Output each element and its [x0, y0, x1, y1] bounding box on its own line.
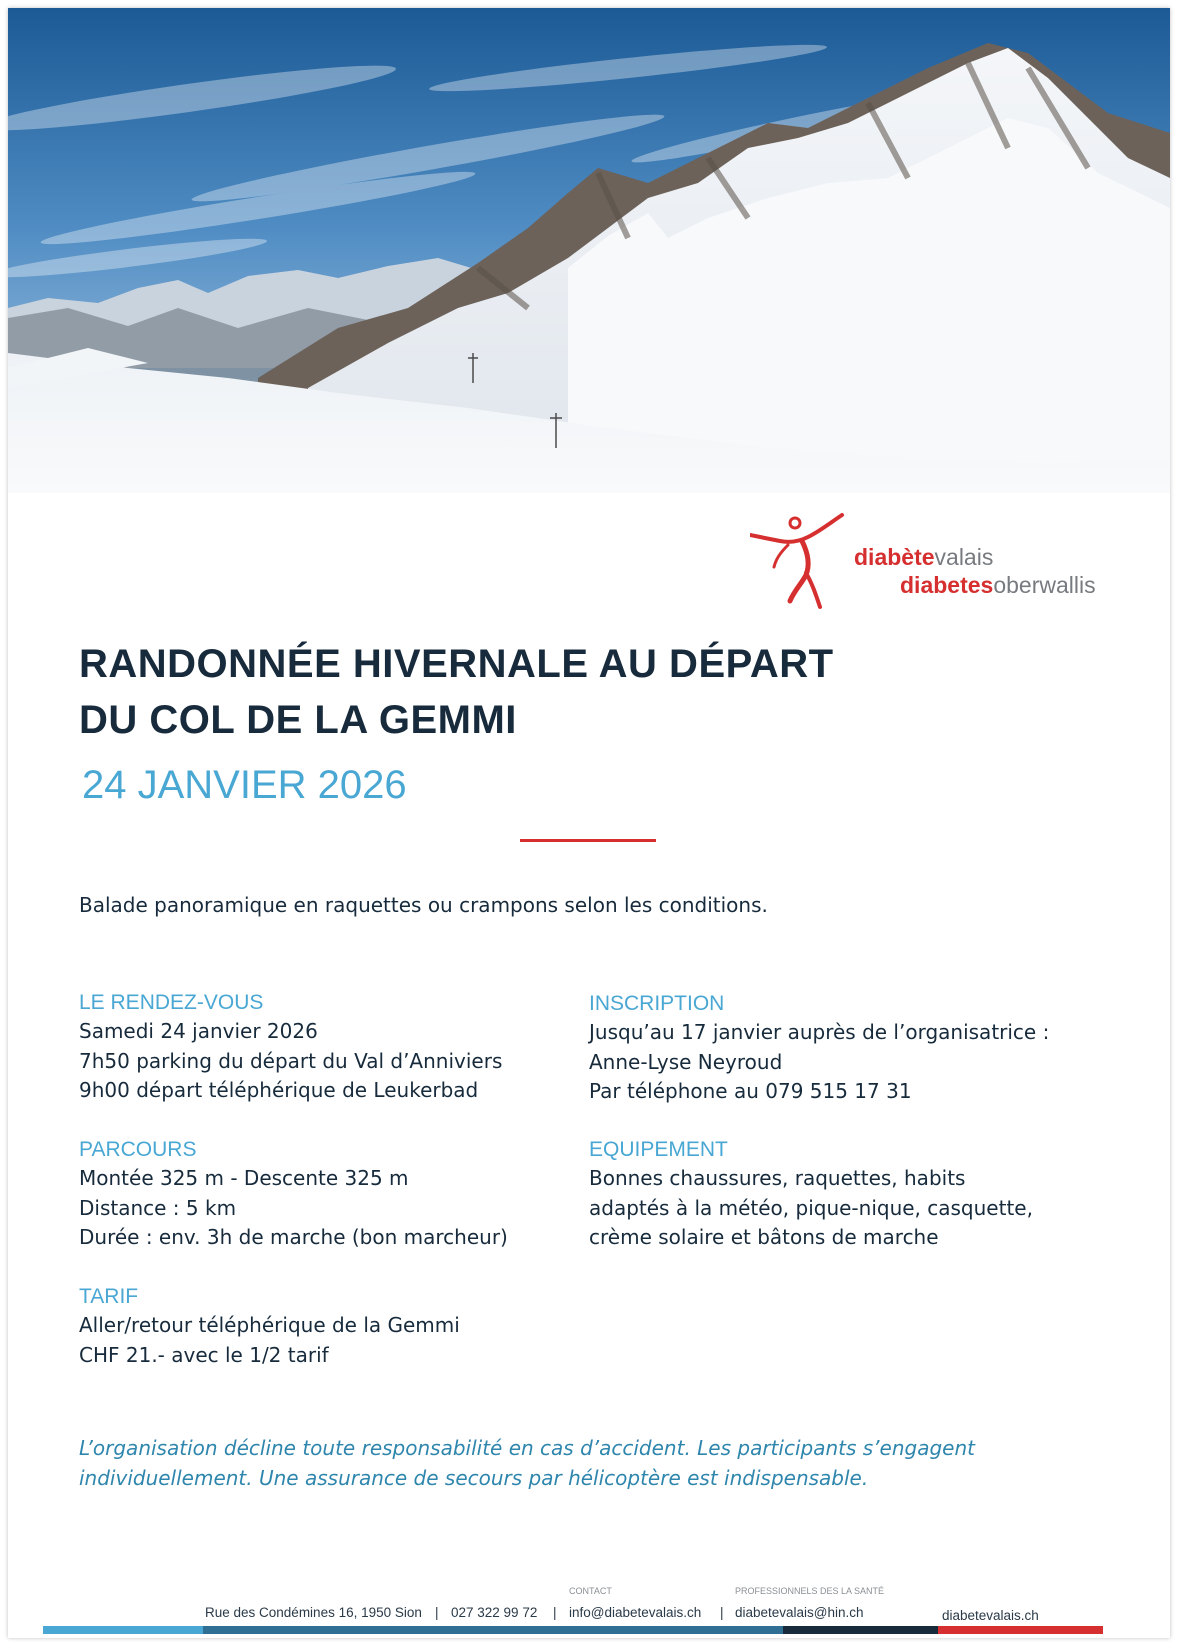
footer-separator: |: [720, 1605, 724, 1620]
section-heading: TARIF: [79, 1285, 139, 1308]
section-line: Distance : 5 km: [79, 1195, 237, 1220]
section-line: crème solaire et bâtons de marche: [589, 1225, 939, 1249]
disclaimer: [79, 1433, 1079, 1493]
footer-separator: |: [435, 1605, 439, 1620]
disclaimer-line-2: individuellement. Une assurance de secours par hélicoptère est indispensable.: [79, 1466, 869, 1490]
footer-separator: |: [553, 1605, 557, 1620]
footer-website[interactable]: diabetevalais.ch: [942, 1608, 1039, 1623]
section-line: Jusqu’au 17 janvier auprès de l’organisatrice :: [589, 1020, 1050, 1044]
section-tarif: [79, 1282, 559, 1370]
footer-pro-email[interactable]: diabetevalais@hin.ch: [735, 1605, 864, 1620]
event-date: 24 JANVIER 2026: [82, 763, 407, 807]
red-divider: [520, 839, 656, 842]
footer-stripe-navy: [783, 1626, 938, 1634]
section-line: adaptés à la météo, pique-nique, casquette,: [589, 1195, 1033, 1220]
section-equipement: [589, 1135, 1069, 1253]
section-inscription: [589, 989, 1069, 1107]
section-rendezvous: [79, 988, 559, 1106]
footer-address: Rue des Condémines 16, 1950 Sion: [205, 1605, 422, 1620]
footer-phone: 027 322 99 72: [451, 1605, 538, 1620]
logo-text-german: diabetesoberwallis: [900, 572, 1096, 598]
flyer-page: [8, 8, 1170, 1638]
diabetevalais-logo: [750, 513, 1130, 613]
section-line: Bonnes chaussures, raquettes, habits: [589, 1166, 966, 1190]
section-heading: PARCOURS: [79, 1138, 197, 1161]
section-line: CHF 21.- avec le 1/2 tarif: [79, 1342, 329, 1367]
section-line: Montée 325 m - Descente 325 m: [79, 1166, 409, 1190]
section-line: 7h50 parking du départ du Val d’Anniviers: [79, 1048, 503, 1073]
section-line: Anne-Lyse Neyroud: [589, 1049, 783, 1074]
intro-text: Balade panoramique en raquettes ou crampons selon les conditions.: [79, 893, 768, 917]
section-heading: INSCRIPTION: [589, 992, 725, 1015]
page-title: [79, 636, 979, 748]
runner-figure-icon: [750, 513, 850, 613]
title-line-1: RANDONNÉE HIVERNALE AU DÉPART: [79, 642, 834, 686]
pro-label: PROFESSIONNELS DES LA SANTÉ: [735, 1586, 885, 1596]
section-line: Durée : env. 3h de marche (bon marcheur): [79, 1225, 508, 1249]
contact-label: CONTACT: [569, 1586, 612, 1596]
disclaimer-line-1: L’organisation décline toute responsabilité en cas d’accident. Les participants s’engagent: [79, 1436, 975, 1460]
section-heading: EQUIPEMENT: [589, 1138, 728, 1161]
section-line: Aller/retour téléphérique de la Gemmi: [79, 1313, 460, 1337]
section-line: Par téléphone au 079 515 17 31: [589, 1079, 912, 1103]
logo-text-french: diabètevalais: [854, 544, 994, 570]
footer-stripe-teal: [203, 1626, 783, 1634]
mountain-illustration: [8, 8, 1170, 493]
footer-stripe-blue: [43, 1626, 203, 1634]
hero-mountain-photo: [8, 8, 1170, 493]
footer-stripe-red: [938, 1626, 1103, 1634]
footer-email[interactable]: info@diabetevalais.ch: [569, 1605, 702, 1620]
section-line: 9h00 départ téléphérique de Leukerbad: [79, 1078, 479, 1102]
footer: [8, 1583, 1170, 1638]
title-line-2: DU COL DE LA GEMMI: [79, 698, 517, 742]
section-parcours: [79, 1135, 559, 1253]
section-line: Samedi 24 janvier 2026: [79, 1019, 318, 1043]
section-heading: LE RENDEZ-VOUS: [79, 991, 264, 1014]
